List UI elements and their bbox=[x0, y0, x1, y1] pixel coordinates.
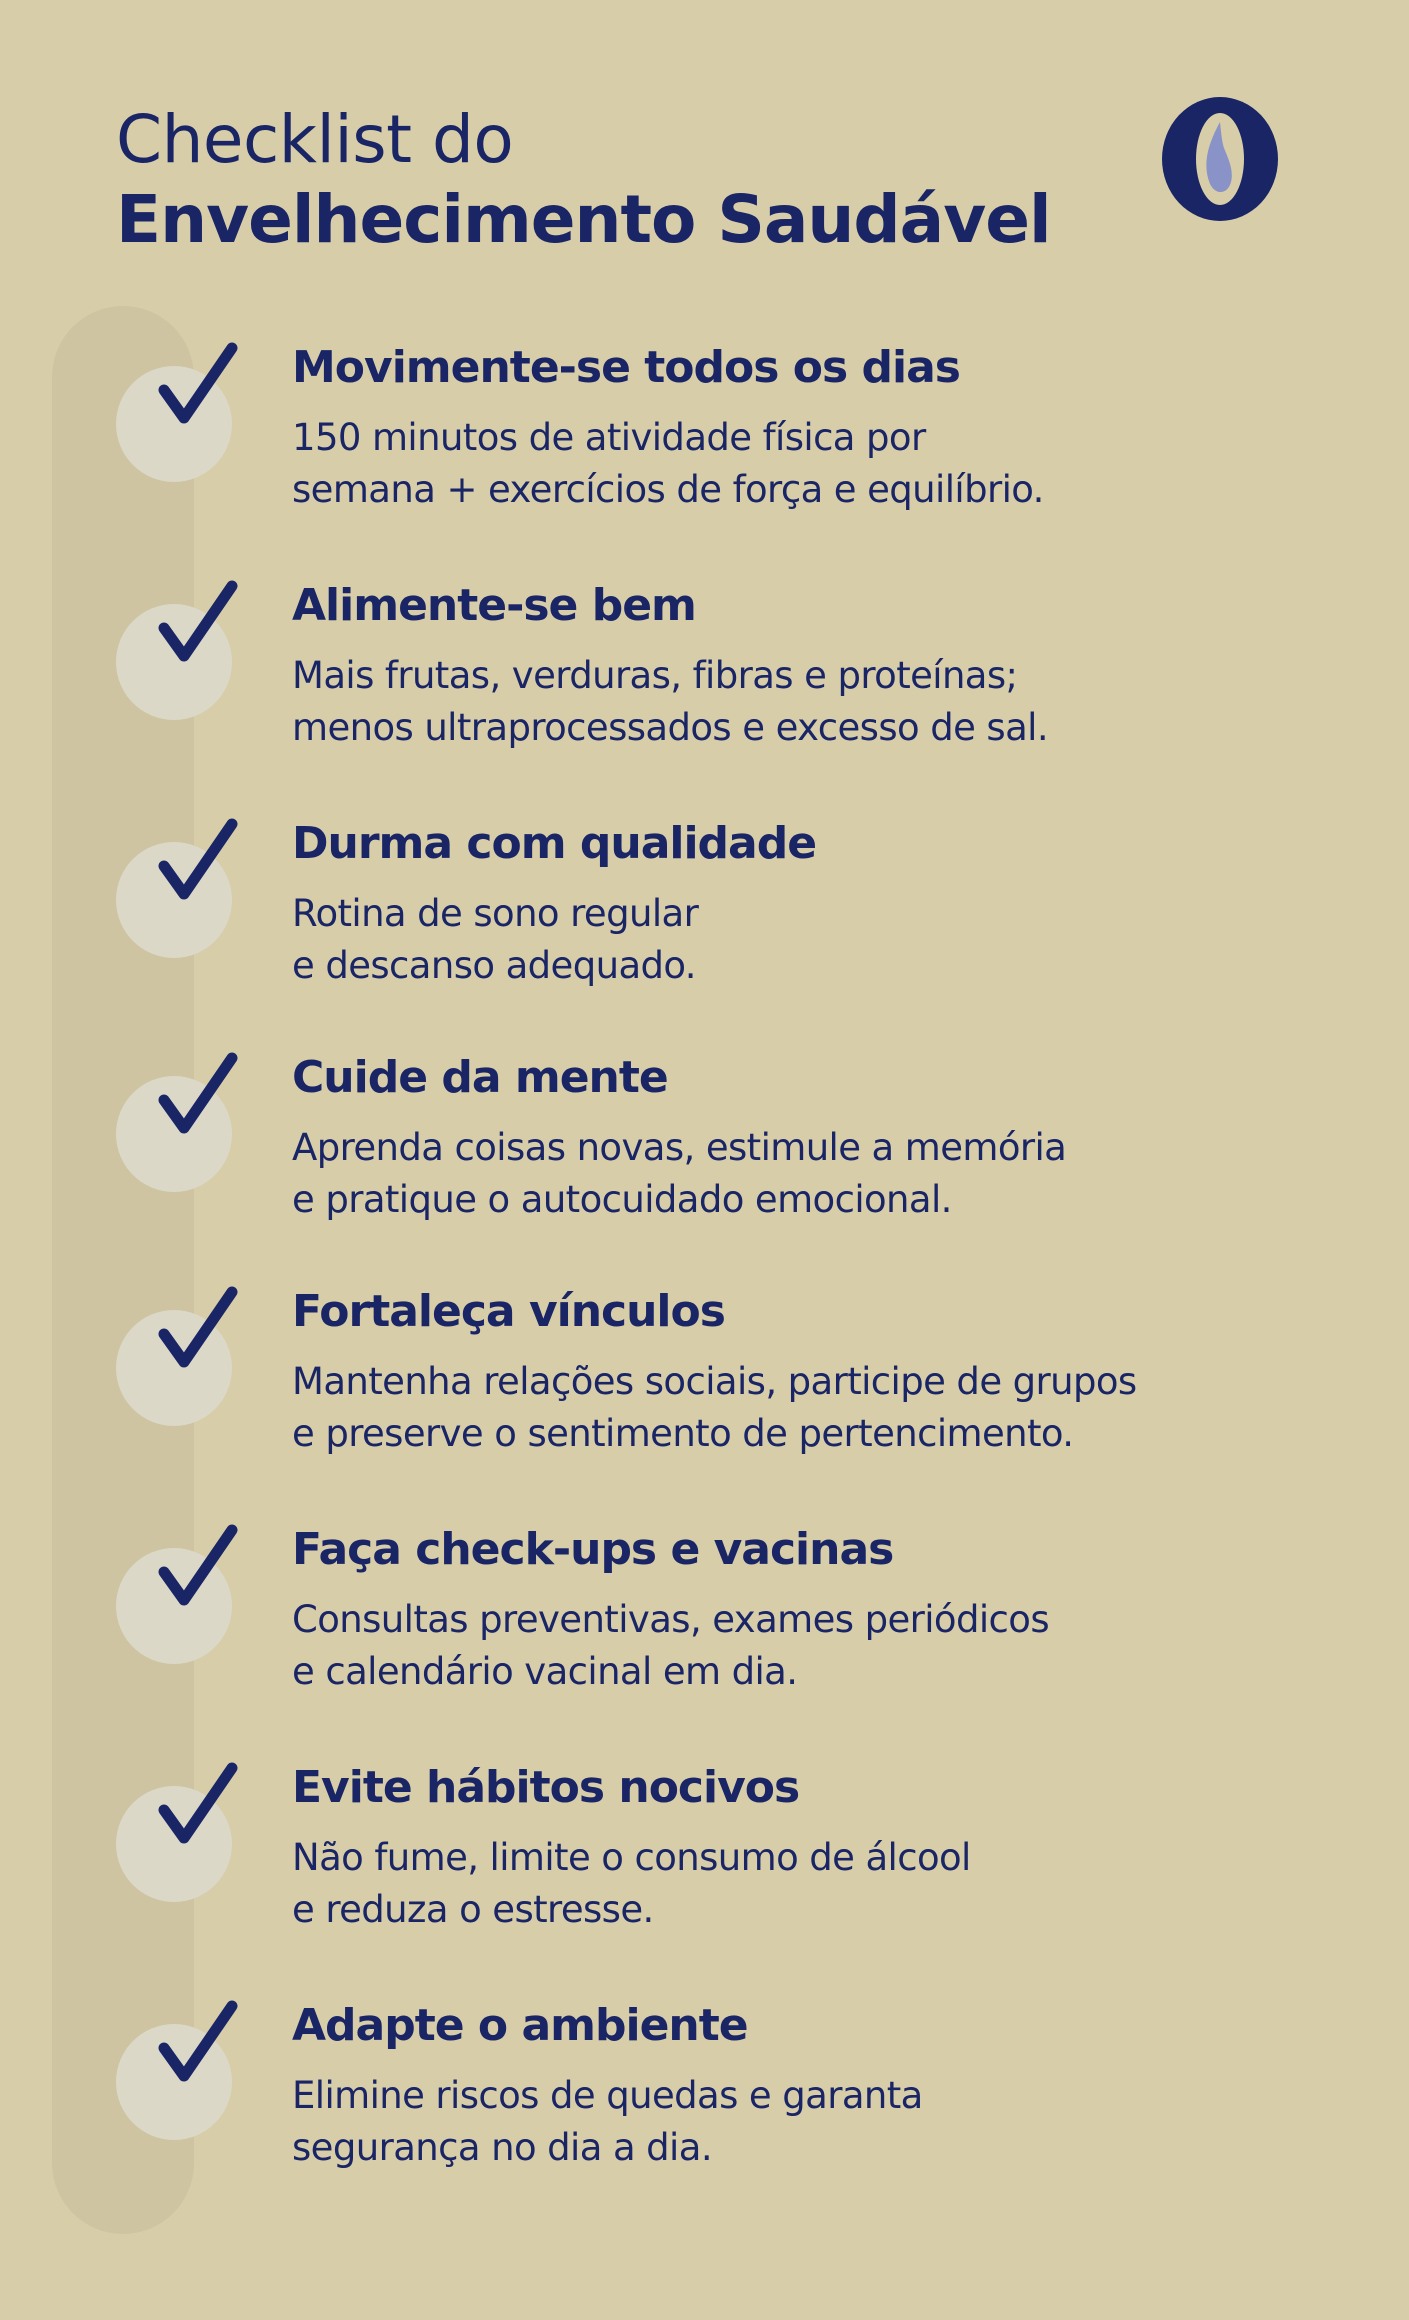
item-description bbox=[292, 650, 1048, 754]
checklist-item bbox=[0, 816, 1409, 1016]
item-description-line: Elimine riscos de quedas e garanta bbox=[292, 2074, 923, 2117]
item-description bbox=[292, 412, 1044, 516]
checklist-item bbox=[0, 1760, 1409, 1960]
item-description-line: Aprenda coisas novas, estimule a memória bbox=[292, 1126, 1067, 1169]
checkmark-icon bbox=[150, 1284, 240, 1374]
item-description-line: 150 minutos de atividade física por bbox=[292, 416, 926, 459]
checkmark-icon bbox=[150, 578, 240, 668]
item-description-line: e preserve o sentimento de pertencimento. bbox=[292, 1412, 1074, 1455]
item-description-line: Consultas preventivas, exames periódicos bbox=[292, 1598, 1049, 1641]
item-description bbox=[292, 1356, 1137, 1460]
checkmark-icon bbox=[150, 816, 240, 906]
item-title: Cuide da mente bbox=[292, 1052, 668, 1103]
checklist-item bbox=[0, 340, 1409, 540]
item-title: Movimente-se todos os dias bbox=[292, 342, 960, 393]
item-title: Durma com qualidade bbox=[292, 818, 817, 869]
checklist-item bbox=[0, 1050, 1409, 1250]
item-description bbox=[292, 1594, 1049, 1698]
item-description bbox=[292, 1122, 1066, 1226]
item-description bbox=[292, 2070, 923, 2174]
page-title-line1: Checklist do bbox=[116, 101, 514, 178]
item-description-line: e pratique o autocuidado emocional. bbox=[292, 1178, 952, 1221]
item-description-line: Rotina de sono regular bbox=[292, 892, 699, 935]
item-title: Evite hábitos nocivos bbox=[292, 1762, 800, 1813]
checkmark-icon bbox=[150, 1998, 240, 2088]
item-description-line: segurança no dia a dia. bbox=[292, 2126, 712, 2169]
item-description-line: Mais frutas, verduras, fibras e proteínas; bbox=[292, 654, 1018, 697]
item-title: Faça check-ups e vacinas bbox=[292, 1524, 894, 1575]
checkmark-icon bbox=[150, 1522, 240, 1612]
item-title: Fortaleça vínculos bbox=[292, 1286, 725, 1337]
checkmark-icon bbox=[150, 1050, 240, 1140]
item-description-line: semana + exercícios de força e equilíbrio. bbox=[292, 468, 1044, 511]
item-description bbox=[292, 1832, 971, 1936]
item-description-line: e reduza o estresse. bbox=[292, 1888, 654, 1931]
checkmark-icon bbox=[150, 340, 240, 430]
item-description-line: Mantenha relações sociais, participe de grupos bbox=[292, 1360, 1137, 1403]
item-description bbox=[292, 888, 698, 992]
item-description-line: e descanso adequado. bbox=[292, 944, 696, 987]
item-title: Alimente-se bem bbox=[292, 580, 696, 631]
page-title-line2: Envelhecimento Saudável bbox=[116, 181, 1051, 258]
checklist-item bbox=[0, 1522, 1409, 1722]
checklist-item bbox=[0, 1998, 1409, 2198]
checklist-item bbox=[0, 578, 1409, 778]
checkmark-icon bbox=[150, 1760, 240, 1850]
item-description-line: Não fume, limite o consumo de álcool bbox=[292, 1836, 971, 1879]
item-title: Adapte o ambiente bbox=[292, 2000, 748, 2051]
checklist-item bbox=[0, 1284, 1409, 1484]
item-description-line: menos ultraprocessados e excesso de sal. bbox=[292, 706, 1049, 749]
item-description-line: e calendário vacinal em dia. bbox=[292, 1650, 798, 1693]
